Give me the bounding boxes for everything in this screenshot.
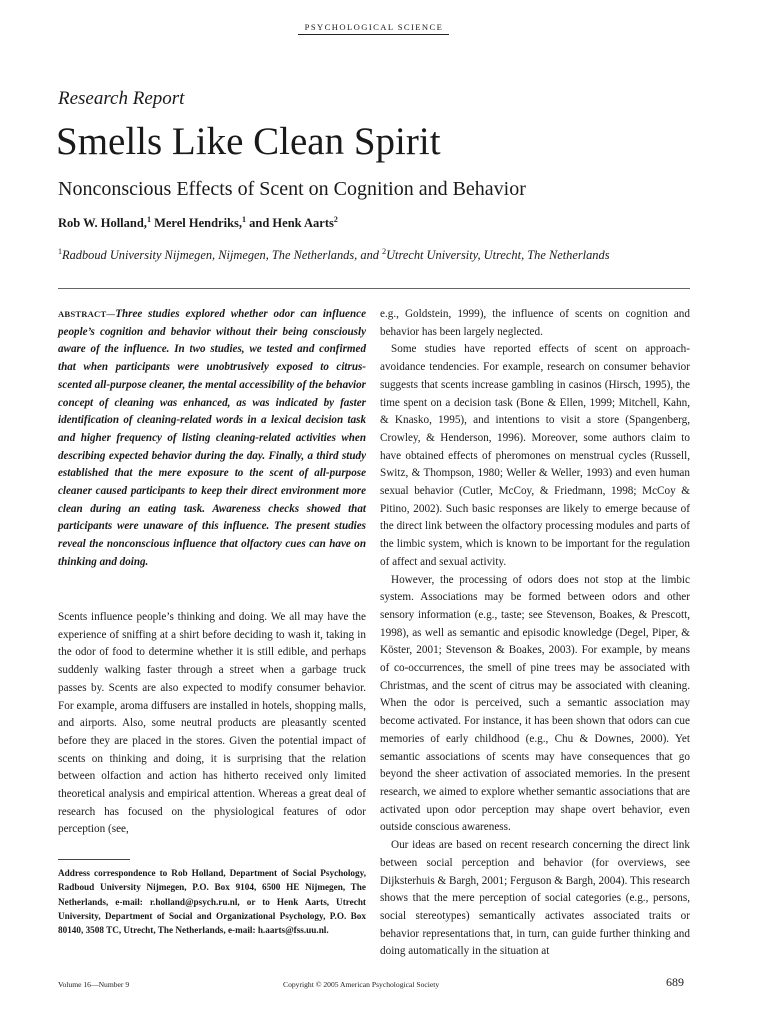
footnote-divider (58, 859, 130, 860)
article-subtitle: Nonconscious Effects of Scent on Cognition and Behavior (58, 178, 526, 200)
author-3: and Henk Aarts (246, 216, 334, 230)
affiliation-1: Radboud University Nijmegen, Nijmegen, The Netherlands, and (62, 248, 383, 262)
body-paragraph: Scents influence people’s thinking and doing. We all may have the experience of sniffing at a shirt before deciding to wash it, taking in the odor of food to determine whether it is still edible, and perhaps suddenly walking faster through a street when a garbage truck passes by. Scents are also expected to modify consumer behavior. For example, aroma diffusers are installed in hotels, shopping malls, and airports. Also, some neutral products are pleasantly scented before they are placed in the stores. Given the potential impact of scents on thinking and doing, it is surprising that the relation between olfaction and action has hitherto received only limited theoretical analysis and empirical attention. Whereas a great deal of research has focused on the physiological features of odor perception (see, (58, 611, 366, 836)
author-2: Merel Hendriks, (150, 216, 243, 230)
abstract-label: ABSTRACT— (58, 309, 116, 319)
body-paragraph: e.g., Goldstein, 1999), the influence of scents on cognition and behavior has been largely neglected. (380, 308, 690, 338)
affiliations (58, 248, 610, 263)
abstract (58, 306, 366, 572)
affiliation-mark-2: 2 (382, 247, 387, 256)
abstract-text: Three studies explored whether odor can influence people’s cognition and behavior without their being consciously aware of the influence. In two studies, we tested and confirmed that when participants were unobtrusively exposed to citrus-scented all-purpose cleaner, the mental accessibility of the behavior concept of cleaning was enhanced, as was indicated by faster identification of cleaning-related words in a lexical decision task and higher frequency of listing cleaning-related activities when describing expected behavior during the day. Finally, a third study established that the mere exposure to the scent of all-purpose cleaner caused participants to keep their direct environment more clean during an eating task. Awareness checks showed that participants were unaware of this influence. The present studies reveal the nonconscious influence that olfactory cues can have on thinking and doing. (58, 308, 366, 568)
body-paragraph: Our ideas are based on recent research concerning the direct link between social perception and behavior (for overviews, see Dijksterhuis & Bargh, 2001; Ferguson & Bargh, 2004). This research shows that the mere perception of social categories (e.g., persons, social stereotypes) semantically activates associated traits or behavior representations that, in turn, can guide further thinking and doing automatically in the situation at (380, 839, 690, 958)
header-divider (58, 288, 690, 289)
affiliation-2: Utrecht University, Utrecht, The Netherlands (386, 248, 610, 262)
correspondence-footnote: Address correspondence to Rob Holland, Department of Social Psychology, Radboud University Nijmegen, P.O. Box 9104, 6500 HE Nijmegen, The Netherlands, e-mail: r.holland@psych.ru.nl, or to Henk Aarts, Utrecht University, Department of Social and Organizational Psychology, P.O. Box 80140, 3508 TC, Utrecht, The Netherlands, e-mail: h.aarts@fss.uu.nl. (58, 868, 366, 936)
volume-info: Volume 16—Number 9 (58, 980, 130, 989)
article-title: Smells Like Clean Spirit (56, 120, 441, 163)
body-paragraph: Some studies have reported effects of scent on approach-avoidance tendencies. For example, research on consumer behavior suggests that scents increase gambling in casinos (Hirsch, 1995), the time spent on a decision task (Bone & Ellen, 1999; Mitchell, Kahn, & Knasko, 1995), and intentions to visit a store (Spangenberg, Crowley, & Henderson, 1996). Moreover, some authors claim to have obtained effects of pheromones on menstrual cycles (Russell, Switz, & Thompson, 1980; Weller & Weller, 1993) and even human sexual behavior (Cutler, McCoy, & Friedmann, 1998; McCoy & Pitino, 2002). Such basic responses are likely to emerge because of the direct link between the olfactory processing modules and parts of the limbic system, which is known to be important for the regulation of affect and sexual activity. (380, 343, 690, 568)
section-label: Research Report (58, 88, 185, 109)
copyright-notice: Copyright © 2005 American Psychological Society (283, 980, 440, 989)
journal-name: PSYCHOLOGICAL SCIENCE (304, 22, 444, 32)
page-number: 689 (666, 975, 684, 989)
author-1: Rob W. Holland, (58, 216, 147, 230)
author-3-affiliation-mark: 2 (333, 215, 338, 224)
author-2-affiliation-mark: 1 (242, 215, 247, 224)
body-paragraph: However, the processing of odors does not stop at the limbic system. Associations may be formed between odors and other sensory information (e.g., taste; see Stevenson, Boakes, & Prescott, 1998), as well as semantic and episodic knowledge (Degel, Piper, & Köster, 2001; Stevenson & Boakes, 2003). For example, by means of co-occurrences, the smell of pine trees may be associated with Christmas, and the scent of citrus may be associated with cleaning. When the odor is perceived, such a semantic association may become activated. For instance, it has been shown that odors can cue memories of early childhood (e.g., Chu & Downes, 2000). Yet semantic associations of scents may have consequences that go beyond the sheer activation of associated memories. In the present research, we aimed to explore whether semantic associations that are activated upon odor perception may shape overt behavior, even outside conscious awareness. (380, 573, 690, 834)
author-list (58, 216, 338, 231)
affiliation-mark-1: 1 (58, 247, 62, 256)
body-column-left (58, 609, 366, 839)
body-column-right (380, 306, 690, 961)
author-1-affiliation-mark: 1 (146, 215, 151, 224)
journal-underline (298, 34, 449, 35)
